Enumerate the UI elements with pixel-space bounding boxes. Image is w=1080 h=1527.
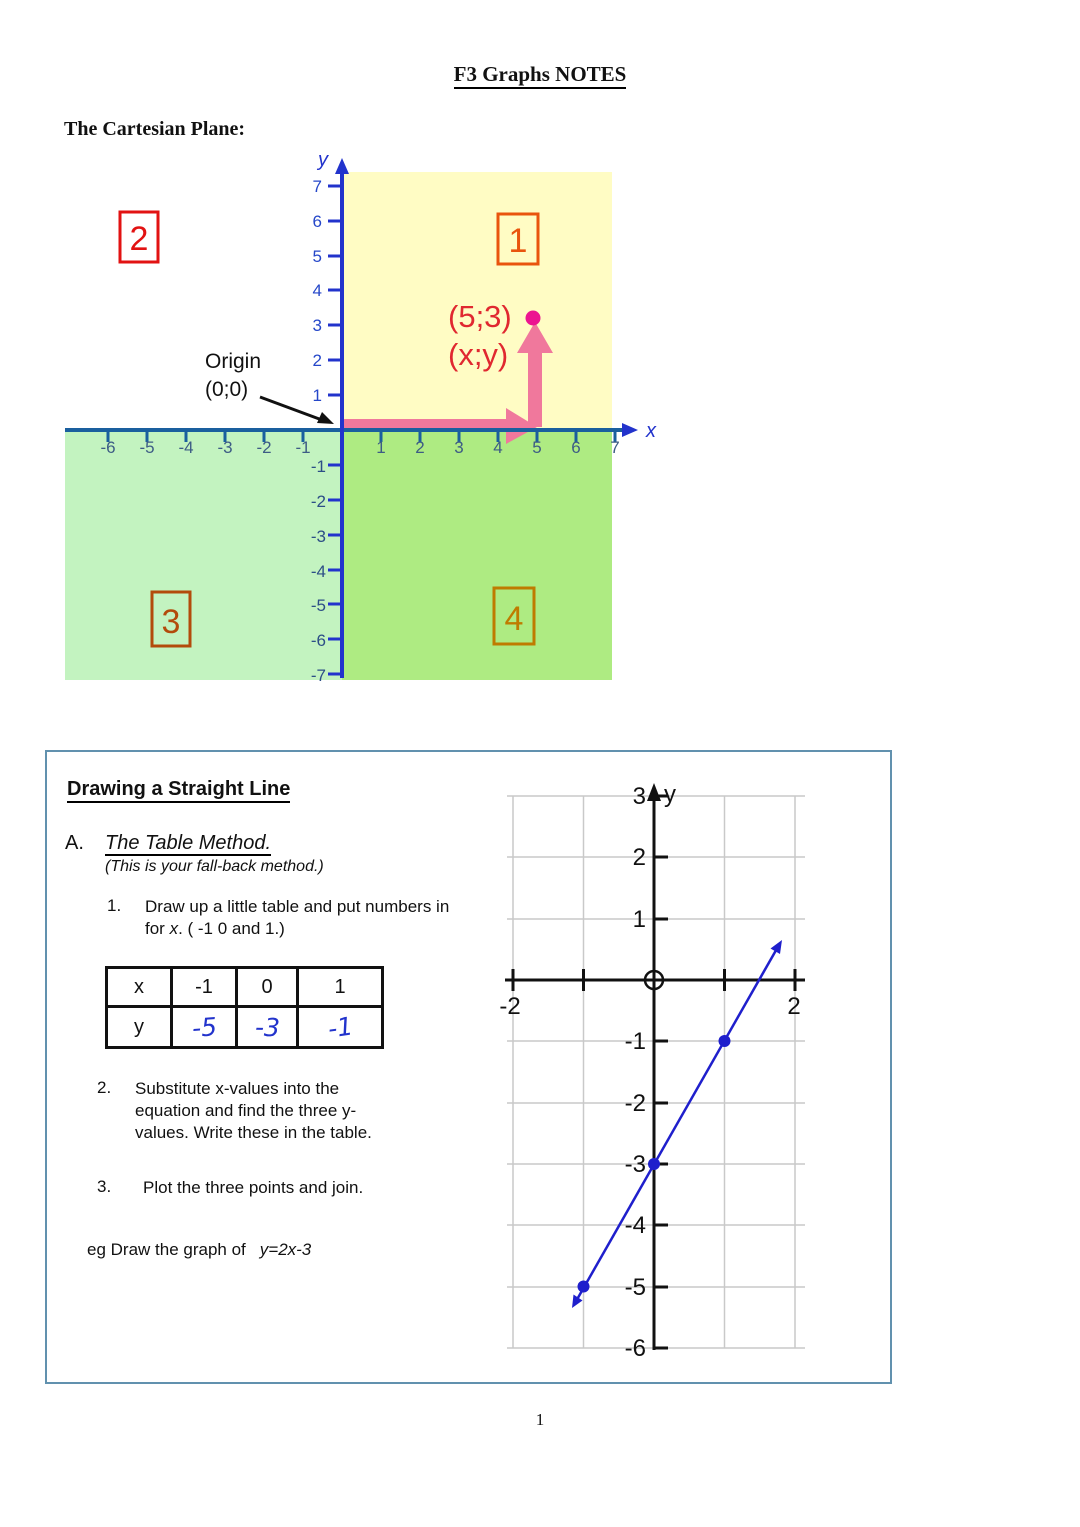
step-3-number: 3. (97, 1177, 112, 1196)
x-tick-label: 1 (376, 438, 386, 457)
step-1-text-post: . ( -1 0 and 1.) (178, 919, 285, 939)
graph-y-tick-label: -4 (624, 1212, 646, 1239)
section-heading-text: Drawing a Straight Line (67, 778, 290, 803)
straight-line-section-box (45, 750, 892, 1384)
table-cell-y-value (298, 1007, 383, 1048)
y-tick-label: -7 (310, 666, 326, 685)
example-line (87, 1240, 311, 1260)
step-3-text: Plot the three points and join. (143, 1178, 364, 1197)
table-cell-x-value: 1 (298, 968, 383, 1007)
line-arrowhead-bottom (572, 1295, 583, 1309)
plotted-point-5-3 (526, 311, 541, 326)
graph-y-tick-label: -3 (624, 1151, 646, 1178)
x-tick-label: 7 (610, 438, 620, 457)
section-heading (67, 778, 290, 801)
quadrant-1-number: 1 (508, 222, 528, 260)
graph-y-axis (647, 783, 668, 1350)
graph-y-axis-ticks (654, 796, 668, 1348)
origin-label-line2: (0;0) (205, 378, 249, 401)
y-tick-label: 7 (312, 177, 322, 196)
x-tick-label: 4 (493, 438, 503, 457)
graph-x-tick-label: -2 (499, 993, 521, 1020)
quadrant-4-number: 4 (504, 600, 524, 638)
graph-y-axis-label: y (664, 781, 676, 808)
table-cell-x-value: -1 (172, 968, 237, 1007)
x-axis-label: x (646, 420, 656, 442)
y-tick-label: -6 (310, 631, 326, 650)
cartesian-plane-heading: The Cartesian Plane: (64, 118, 246, 140)
y-tick-label: 3 (312, 316, 322, 335)
step-1-text-pre: Draw up a little table and put numbers in for (145, 897, 450, 939)
cartesian-plane-figure (60, 150, 660, 695)
section-letter: A. (65, 832, 84, 854)
origin-label-line1: Origin (205, 350, 262, 373)
graph-y-tick-label: 2 (632, 844, 646, 871)
y-tick-label: -1 (310, 457, 326, 476)
table-cell-y-value (237, 1007, 298, 1048)
x-tick-label: -5 (139, 438, 155, 457)
quadrant-4-background (342, 430, 612, 680)
step-2-text: Substitute x-values into the equation and find the three y-values. Write these in the table. (135, 1079, 372, 1143)
step-2-number: 2. (97, 1078, 112, 1097)
graph-y-tick-label: 1 (632, 906, 646, 933)
y-tick-label: 2 (312, 351, 322, 370)
table-cell-y-value (172, 1007, 237, 1048)
table-row-y (107, 1007, 383, 1048)
method-title-text: The Table Method. (105, 832, 272, 854)
x-tick-label: -4 (178, 438, 194, 457)
x-tick-label: -2 (256, 438, 272, 457)
quadrant-2-badge (120, 212, 158, 262)
line-graph-figure (497, 777, 827, 1362)
point-coordinates-label: (5;3) (448, 299, 512, 334)
plotted-point (648, 1158, 660, 1170)
graph-x-tick-label: 2 (787, 993, 801, 1020)
table-cell-x-label: x (107, 968, 172, 1007)
graph-y-tick-label: -1 (624, 1028, 646, 1055)
origin-pointer-arrow (260, 397, 334, 424)
page-title-text: F3 Graphs NOTES (454, 62, 627, 89)
plotted-point (578, 1281, 590, 1293)
step-1-text-var: x (169, 919, 179, 939)
page-title (0, 62, 1080, 87)
handwritten-y-value: -3 (254, 1012, 280, 1042)
x-tick-label: 2 (415, 438, 425, 457)
plotted-point (719, 1035, 731, 1047)
x-tick-label: -3 (217, 438, 233, 457)
graph-y-axis-arrowhead (647, 783, 661, 801)
y-tick-label: -5 (310, 596, 326, 615)
y-tick-label: 5 (312, 247, 322, 266)
page-number: 1 (535, 1410, 545, 1429)
method-title (105, 832, 271, 855)
example-prefix: eg Draw the graph of (87, 1240, 246, 1259)
x-tick-label: -6 (100, 438, 116, 457)
quadrant-2-number: 2 (129, 220, 149, 258)
quadrant-3-background (65, 430, 342, 680)
method-note: (This is your fall-back method.) (105, 858, 324, 875)
x-axis-arrowhead (622, 423, 638, 437)
x-tick-label: -1 (295, 438, 311, 457)
x-tick-label: 3 (454, 438, 464, 457)
table-cell-y-label: y (107, 1007, 172, 1048)
table-cell-x-value: 0 (237, 968, 298, 1007)
graph-y-tick-label: -5 (624, 1274, 646, 1301)
graph-y-tick-label: 3 (632, 783, 646, 810)
y-tick-label: -2 (310, 492, 326, 511)
line-y-equals-2x-minus-3 (572, 940, 782, 1308)
step-1-text (145, 896, 455, 940)
gridlines (507, 796, 805, 1348)
graph-y-tick-label: -2 (624, 1090, 646, 1117)
point-generic-label: (x;y) (448, 337, 509, 372)
example-equation: y=2x-3 (259, 1240, 312, 1259)
step-1-number: 1. (107, 896, 122, 915)
y-tick-label: 1 (312, 386, 322, 405)
y-axis-arrowhead (335, 158, 349, 174)
quadrant-3-number: 3 (161, 603, 181, 641)
handwritten-y-value: -5 (190, 1011, 218, 1043)
y-axis-label: y (318, 150, 328, 171)
y-tick-label: 4 (312, 281, 322, 300)
graph-y-tick-label: -6 (624, 1335, 646, 1362)
y-tick-label: -4 (310, 562, 326, 581)
y-tick-label: -3 (310, 527, 326, 546)
xy-value-table (105, 966, 384, 1049)
x-tick-label: 5 (532, 438, 542, 457)
x-tick-label: 6 (571, 438, 581, 457)
handwritten-y-value: -1 (325, 1010, 355, 1044)
y-tick-label: 6 (312, 212, 322, 231)
table-row-x (107, 968, 383, 1007)
